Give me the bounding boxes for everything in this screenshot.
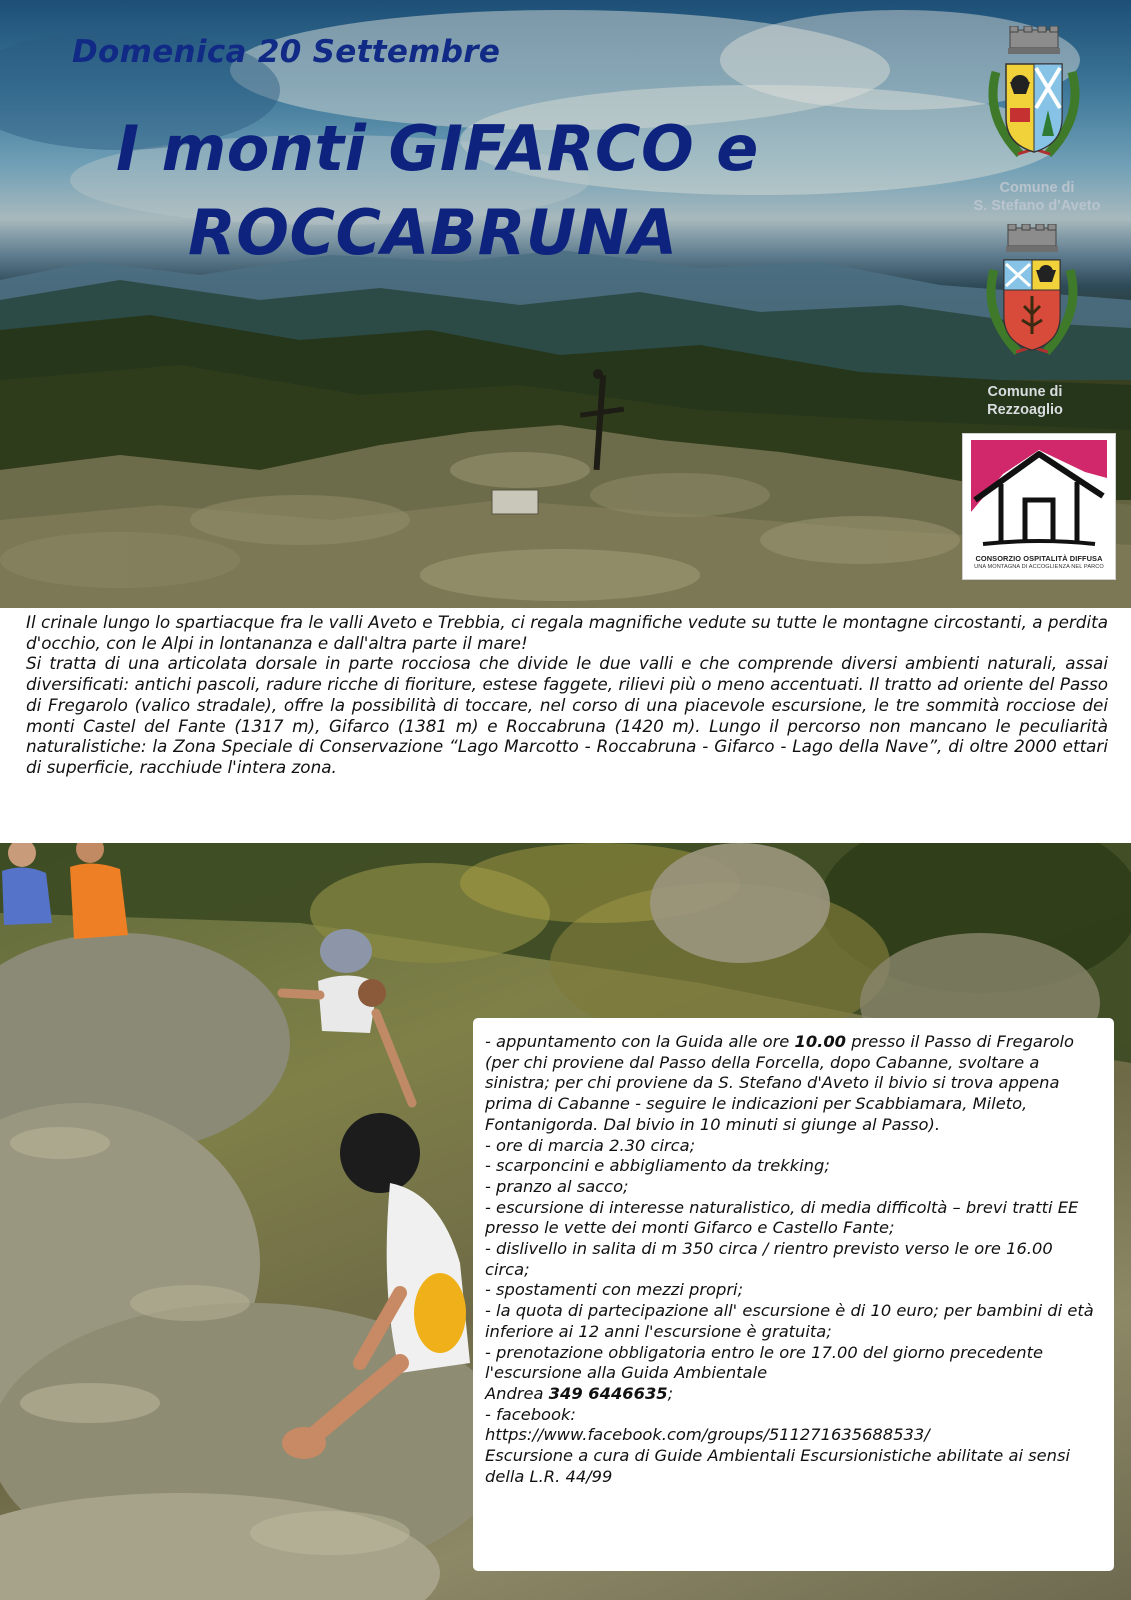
booking: - prenotazione obbligatoria entro le ore 17.00 del giorno precedente l'escursione alla Guida Ambientale bbox=[485, 1342, 1043, 1383]
consorzio-name: CONSORZIO OSPITALITÀ DIFFUSA bbox=[975, 554, 1103, 563]
meeting-info: - appuntamento con la Guida alle ore 10.00 presso il Passo di Fregarolo (per chi proviene dal Passo della Forcella, dopo Cabanne, svoltare a sinistra; per chi proviene da S. Stefano d'Aveto il bivio si trova appena prima di Cabanne - seguire le indicazioni per Scabbiamara, Mileto, Fontanigorda. Dal bivio in 10 minuti si giunge al Passo). bbox=[485, 1032, 1075, 1134]
guide-contact: Andrea 349 6446635; bbox=[485, 1383, 674, 1403]
event-title-line-1: I monti GIFARCO e bbox=[116, 112, 759, 185]
lunch: - pranzo al sacco; bbox=[485, 1176, 629, 1196]
consorzio-subtitle: UNA MONTAGNA DI ACCOGLIENZA NEL PARCO bbox=[974, 564, 1104, 570]
comune-rezzoaglio-label: Comune di Rezzoaglio bbox=[987, 384, 1063, 418]
coat-of-arms-santo-stefano-icon bbox=[980, 26, 1088, 168]
equipment: - scarponcini e abbigliamento da trekking; bbox=[485, 1156, 830, 1176]
walking-time: - ore di marcia 2.30 circa; bbox=[485, 1135, 696, 1155]
event-details-box bbox=[473, 1018, 1114, 1571]
difficulty: - escursione di interesse naturalistico, di media difficoltà – brevi tratti EE presso le vette dei monti Gifarco e Castello Fante; bbox=[485, 1197, 1079, 1238]
organizer-note: Escursione a cura di Guide Ambientali Escursionistiche abilitate ai sensi della L.R. 44/99 bbox=[485, 1446, 1070, 1486]
comune-santo-stefano-label: Comune di S. Stefano d'Aveto bbox=[973, 180, 1101, 214]
elevation: - dislivello in salita di m 350 circa / rientro previsto verso le ore 16.00 circa; bbox=[485, 1239, 1053, 1279]
intro-description bbox=[26, 612, 1108, 778]
meeting-time: 10.00 bbox=[794, 1032, 847, 1051]
intro-paragraph-2: Si tratta di una articolata dorsale in parte rocciosa che divide le due valli e che comprende diversi ambienti naturali, assai diversificati: antichi pascoli, radure ricche di fioriture, estese faggete, rilievi più o meno accentuati. Il tratto ad oriente del Passo di Fregarolo (valico stradale), offre la possibilità di toccare, nel corso di una piacevole escursione, le tre sommità rocciose dei monti Castel del Fante (1317 m), Gifarco (1381 m) e Roccabruna (1420 m). Lungo il percorso non mancano le peculiarità naturalistiche: la Zona Speciale di Conservazione “Lago Marcotto - Roccabruna - Gifarco - Lago della Nave”, di oltre 2000 ettari di superficie, racchiude l'intera zona. bbox=[26, 653, 1108, 777]
coat-of-arms-rezzoaglio-icon bbox=[978, 224, 1086, 366]
facebook-label: - facebook: bbox=[485, 1404, 576, 1424]
hero-photo bbox=[0, 0, 1131, 608]
transport: - spostamenti con mezzi propri; bbox=[485, 1280, 744, 1300]
facebook-link[interactable]: https://www.facebook.com/groups/511271635688533/ bbox=[485, 1425, 930, 1445]
event-title-line-2: ROCCABRUNA bbox=[188, 196, 678, 269]
event-date: Domenica 20 Settembre bbox=[72, 34, 501, 70]
fee: - la quota di partecipazione all' escursione è di 10 euro; per bambini di età inferiore ai 12 anni l'escursione è gratuita; bbox=[485, 1301, 1094, 1341]
intro-paragraph-1: Il crinale lungo lo spartiacque fra le valli Aveto e Trebbia, ci regala magnifiche vedute su tutte le montagne circostanti, a perdita d'occhio, con le Alpi in lontananza e dall'altra parte il mare! bbox=[26, 612, 1108, 653]
consorzio-ospitalita-logo bbox=[962, 433, 1116, 580]
guide-phone[interactable]: 349 6446635 bbox=[548, 1383, 668, 1403]
